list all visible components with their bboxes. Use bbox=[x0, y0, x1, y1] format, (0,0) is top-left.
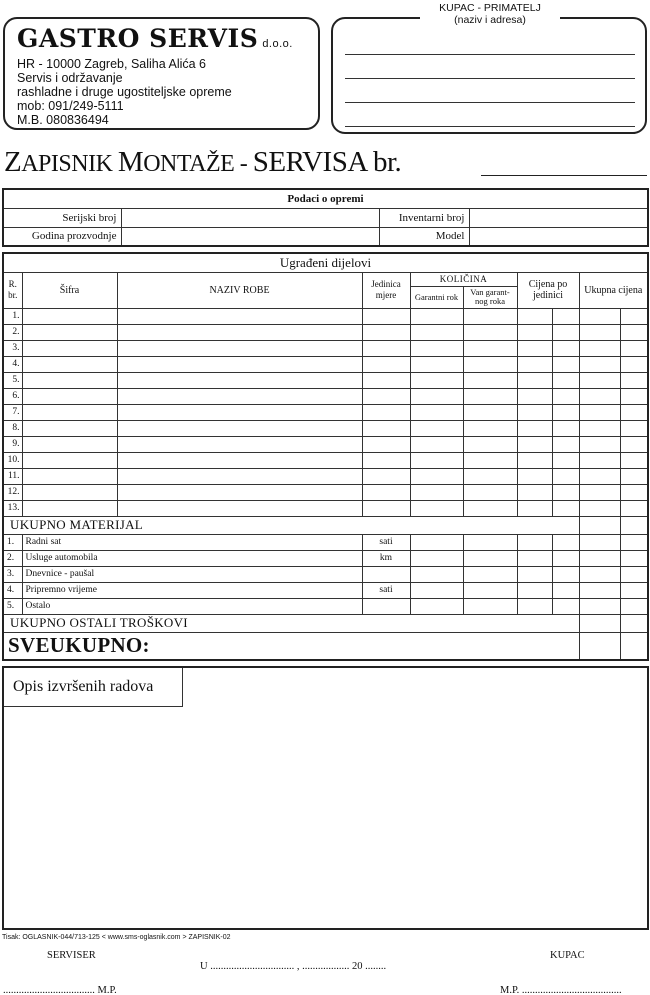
kupac-signature-line[interactable]: M.P. ...................................... bbox=[500, 985, 622, 995]
table-cell[interactable] bbox=[517, 404, 552, 420]
table-cell[interactable] bbox=[362, 372, 410, 388]
table-cell[interactable] bbox=[620, 468, 648, 484]
material-total-row bbox=[3, 516, 648, 534]
table-cell[interactable] bbox=[579, 356, 620, 372]
table-cell[interactable] bbox=[410, 388, 463, 404]
cost-unit bbox=[362, 598, 410, 614]
table-cell[interactable] bbox=[620, 598, 648, 614]
company-line2: Servis i održavanje bbox=[17, 71, 123, 85]
table-cell[interactable] bbox=[117, 404, 362, 420]
table-cell[interactable] bbox=[620, 340, 648, 356]
table-cell[interactable] bbox=[117, 420, 362, 436]
row-number: 2. bbox=[3, 324, 22, 340]
part-row bbox=[3, 484, 648, 500]
row-number: 8. bbox=[3, 420, 22, 436]
serial-field[interactable] bbox=[121, 208, 379, 227]
table-cell[interactable] bbox=[22, 372, 117, 388]
table-cell[interactable] bbox=[579, 324, 620, 340]
table-cell[interactable] bbox=[620, 356, 648, 372]
table-cell[interactable] bbox=[579, 340, 620, 356]
cost-row bbox=[3, 598, 648, 614]
table-cell[interactable] bbox=[362, 468, 410, 484]
part-row bbox=[3, 388, 648, 404]
cost-unit: sati bbox=[362, 582, 410, 598]
buyer-line[interactable] bbox=[345, 126, 635, 127]
table-cell[interactable] bbox=[22, 468, 117, 484]
part-row bbox=[3, 356, 648, 372]
parts-section-title: Ugrađeni dijelovi bbox=[3, 253, 648, 272]
table-cell[interactable] bbox=[410, 534, 463, 550]
table-cell[interactable] bbox=[463, 550, 517, 566]
serviser-label: SERVISER bbox=[47, 950, 96, 961]
table-cell[interactable] bbox=[620, 550, 648, 566]
table-cell[interactable] bbox=[463, 534, 517, 550]
col-header-qty-warranty: Garantni rok bbox=[410, 286, 463, 308]
company-line3: rashladne i druge ugostiteljske opreme bbox=[17, 85, 232, 99]
table-cell[interactable] bbox=[517, 484, 552, 500]
table-cell[interactable] bbox=[410, 340, 463, 356]
table-cell[interactable] bbox=[22, 420, 117, 436]
row-number: 3. bbox=[3, 340, 22, 356]
table-cell[interactable] bbox=[579, 468, 620, 484]
table-cell[interactable] bbox=[552, 566, 579, 582]
table-cell[interactable] bbox=[463, 340, 517, 356]
cost-row bbox=[3, 534, 648, 550]
grand-total-label: SVEUKUPNO: bbox=[3, 632, 579, 660]
year-field[interactable] bbox=[121, 227, 379, 246]
table-cell[interactable] bbox=[552, 404, 579, 420]
row-number: 5. bbox=[3, 372, 22, 388]
cost-unit: km bbox=[362, 550, 410, 566]
table-cell[interactable] bbox=[410, 356, 463, 372]
model-label: Model bbox=[379, 227, 469, 246]
table-cell[interactable] bbox=[579, 484, 620, 500]
table-cell[interactable] bbox=[517, 534, 552, 550]
equipment-table bbox=[2, 188, 649, 247]
table-cell[interactable] bbox=[552, 534, 579, 550]
parts-table bbox=[2, 252, 649, 661]
cost-row bbox=[3, 566, 648, 582]
table-cell[interactable] bbox=[552, 420, 579, 436]
table-cell[interactable] bbox=[517, 500, 552, 516]
work-description-label: Opis izvršenih radova bbox=[4, 668, 183, 707]
company-reg: M.B. 080836494 bbox=[17, 113, 109, 127]
table-cell[interactable] bbox=[579, 404, 620, 420]
table-cell[interactable] bbox=[410, 550, 463, 566]
table-cell[interactable] bbox=[552, 452, 579, 468]
table-cell[interactable] bbox=[517, 566, 552, 582]
table-cell[interactable] bbox=[579, 500, 620, 516]
part-row bbox=[3, 436, 648, 452]
table-cell[interactable] bbox=[579, 534, 620, 550]
cost-row bbox=[3, 582, 648, 598]
row-number: 9. bbox=[3, 436, 22, 452]
table-cell[interactable] bbox=[463, 452, 517, 468]
part-row bbox=[3, 340, 648, 356]
document-title: ZAPISNIK MONTAŽE - SERVISA br. bbox=[4, 146, 402, 178]
table-cell[interactable] bbox=[579, 452, 620, 468]
table-cell[interactable] bbox=[117, 484, 362, 500]
row-number: 13. bbox=[3, 500, 22, 516]
table-cell[interactable] bbox=[22, 436, 117, 452]
cost-number: 4. bbox=[3, 582, 22, 598]
table-cell[interactable] bbox=[517, 388, 552, 404]
part-row bbox=[3, 324, 648, 340]
table-cell[interactable] bbox=[463, 500, 517, 516]
table-cell[interactable] bbox=[410, 420, 463, 436]
table-cell[interactable] bbox=[517, 452, 552, 468]
table-cell[interactable] bbox=[579, 550, 620, 566]
serial-label: Serijski broj bbox=[3, 208, 121, 227]
cost-unit: sati bbox=[362, 534, 410, 550]
row-number: 12. bbox=[3, 484, 22, 500]
table-cell[interactable] bbox=[410, 372, 463, 388]
cost-number: 2. bbox=[3, 550, 22, 566]
table-cell[interactable] bbox=[552, 598, 579, 614]
table-cell[interactable] bbox=[620, 452, 648, 468]
table-cell[interactable] bbox=[552, 436, 579, 452]
cost-name: Pripremno vrijeme bbox=[22, 582, 362, 598]
work-description-box[interactable] bbox=[2, 666, 649, 930]
table-cell[interactable] bbox=[620, 582, 648, 598]
document-number-line[interactable] bbox=[481, 175, 647, 176]
table-cell[interactable] bbox=[552, 500, 579, 516]
cost-number: 1. bbox=[3, 534, 22, 550]
cost-name: Ostalo bbox=[22, 598, 362, 614]
table-cell[interactable] bbox=[362, 324, 410, 340]
table-cell[interactable] bbox=[463, 436, 517, 452]
table-cell[interactable] bbox=[410, 468, 463, 484]
table-cell[interactable] bbox=[579, 516, 620, 534]
table-cell[interactable] bbox=[463, 566, 517, 582]
table-cell[interactable] bbox=[620, 484, 648, 500]
table-cell[interactable] bbox=[579, 388, 620, 404]
table-cell[interactable] bbox=[463, 356, 517, 372]
table-cell[interactable] bbox=[517, 308, 552, 324]
table-cell[interactable] bbox=[463, 582, 517, 598]
table-cell[interactable] bbox=[117, 452, 362, 468]
table-cell[interactable] bbox=[620, 324, 648, 340]
table-cell[interactable] bbox=[517, 582, 552, 598]
table-cell[interactable] bbox=[517, 468, 552, 484]
col-header-unit-price: Cijena po jedinici bbox=[517, 272, 579, 308]
part-row bbox=[3, 308, 648, 324]
table-cell[interactable] bbox=[22, 324, 117, 340]
table-cell[interactable] bbox=[362, 452, 410, 468]
cost-name: Radni sat bbox=[22, 534, 362, 550]
other-costs-total-label: UKUPNO OSTALI TROŠKOVI bbox=[3, 614, 579, 632]
cost-number: 3. bbox=[3, 566, 22, 582]
print-info: Tisak: OGLASNIK-044/713-125 < www.sms-oglasnik.com > ZAPISNIK-02 bbox=[2, 934, 231, 941]
table-cell[interactable] bbox=[362, 356, 410, 372]
table-cell[interactable] bbox=[620, 404, 648, 420]
table-cell[interactable] bbox=[117, 324, 362, 340]
other-costs-total-row bbox=[3, 614, 648, 632]
table-cell[interactable] bbox=[552, 468, 579, 484]
table-cell[interactable] bbox=[620, 308, 648, 324]
grand-total-row bbox=[3, 632, 648, 660]
cost-number: 5. bbox=[3, 598, 22, 614]
table-cell[interactable] bbox=[552, 356, 579, 372]
table-cell[interactable] bbox=[620, 516, 648, 534]
table-cell[interactable] bbox=[362, 420, 410, 436]
table-cell[interactable] bbox=[620, 534, 648, 550]
table-cell[interactable] bbox=[117, 340, 362, 356]
table-cell[interactable] bbox=[410, 484, 463, 500]
inventory-label: Inventarni broj bbox=[379, 208, 469, 227]
row-number: 6. bbox=[3, 388, 22, 404]
table-cell[interactable] bbox=[362, 308, 410, 324]
table-cell[interactable] bbox=[410, 582, 463, 598]
table-cell[interactable] bbox=[362, 340, 410, 356]
table-cell[interactable] bbox=[22, 404, 117, 420]
table-cell[interactable] bbox=[579, 436, 620, 452]
cost-row bbox=[3, 550, 648, 566]
table-cell[interactable] bbox=[410, 566, 463, 582]
table-cell[interactable] bbox=[620, 566, 648, 582]
buyer-line[interactable] bbox=[345, 54, 635, 55]
table-cell[interactable] bbox=[579, 632, 620, 660]
table-cell[interactable] bbox=[22, 500, 117, 516]
row-number: 10. bbox=[3, 452, 22, 468]
table-cell[interactable] bbox=[22, 308, 117, 324]
table-cell[interactable] bbox=[410, 308, 463, 324]
table-cell[interactable] bbox=[552, 484, 579, 500]
col-header-qty: KOLIČINA bbox=[410, 272, 517, 286]
col-header-code: Šifra bbox=[22, 272, 117, 308]
table-cell[interactable] bbox=[362, 404, 410, 420]
table-cell[interactable] bbox=[410, 324, 463, 340]
part-row bbox=[3, 468, 648, 484]
year-label: Godina prozvodnje bbox=[3, 227, 121, 246]
table-cell[interactable] bbox=[552, 324, 579, 340]
part-row bbox=[3, 420, 648, 436]
table-cell[interactable] bbox=[517, 340, 552, 356]
table-cell[interactable] bbox=[463, 372, 517, 388]
row-number: 4. bbox=[3, 356, 22, 372]
table-cell[interactable] bbox=[410, 404, 463, 420]
part-row bbox=[3, 500, 648, 516]
table-cell[interactable] bbox=[517, 550, 552, 566]
table-cell[interactable] bbox=[362, 388, 410, 404]
company-suffix: d.o.o. bbox=[262, 38, 293, 50]
buyer-line[interactable] bbox=[345, 78, 635, 79]
table-cell[interactable] bbox=[117, 436, 362, 452]
table-cell[interactable] bbox=[552, 308, 579, 324]
company-phone: mob: 091/249-5111 bbox=[17, 99, 124, 113]
table-cell[interactable] bbox=[579, 582, 620, 598]
table-cell[interactable] bbox=[579, 598, 620, 614]
table-cell[interactable] bbox=[517, 356, 552, 372]
table-cell[interactable] bbox=[463, 388, 517, 404]
table-cell[interactable] bbox=[620, 632, 648, 660]
company-logo: GASTRO SERVIS d.o.o. bbox=[17, 24, 293, 53]
buyer-title: KUPAC - PRIMATELJ (naziv i adresa) bbox=[420, 2, 560, 26]
table-cell[interactable] bbox=[22, 340, 117, 356]
cost-name: Usluge automobila bbox=[22, 550, 362, 566]
table-cell[interactable] bbox=[552, 388, 579, 404]
table-cell[interactable] bbox=[22, 356, 117, 372]
table-cell[interactable] bbox=[579, 420, 620, 436]
table-cell[interactable] bbox=[410, 500, 463, 516]
table-cell[interactable] bbox=[552, 340, 579, 356]
cost-name: Dnevnice - paušal bbox=[22, 566, 362, 582]
table-cell[interactable] bbox=[117, 372, 362, 388]
row-number: 1. bbox=[3, 308, 22, 324]
table-cell[interactable] bbox=[463, 420, 517, 436]
table-cell[interactable] bbox=[552, 550, 579, 566]
table-cell[interactable] bbox=[620, 500, 648, 516]
table-cell[interactable] bbox=[22, 388, 117, 404]
table-cell[interactable] bbox=[517, 372, 552, 388]
equipment-header: Podaci o opremi bbox=[3, 189, 648, 208]
buyer-box bbox=[331, 17, 647, 134]
table-cell[interactable] bbox=[410, 452, 463, 468]
table-cell[interactable] bbox=[117, 388, 362, 404]
company-info-box bbox=[3, 17, 320, 130]
table-cell[interactable] bbox=[620, 420, 648, 436]
company-address: HR - 10000 Zagreb, Saliha Alića 6 bbox=[17, 57, 206, 71]
table-cell[interactable] bbox=[552, 372, 579, 388]
table-cell[interactable] bbox=[579, 566, 620, 582]
row-number: 7. bbox=[3, 404, 22, 420]
cost-unit bbox=[362, 566, 410, 582]
table-cell[interactable] bbox=[463, 308, 517, 324]
company-details bbox=[17, 57, 232, 127]
serviser-signature-line[interactable]: ................................... M.P. bbox=[3, 985, 117, 995]
table-cell[interactable] bbox=[410, 598, 463, 614]
table-cell[interactable] bbox=[579, 372, 620, 388]
table-cell[interactable] bbox=[517, 420, 552, 436]
col-header-total: Ukupna cijena bbox=[579, 272, 648, 308]
table-cell[interactable] bbox=[579, 614, 620, 632]
table-cell[interactable] bbox=[517, 324, 552, 340]
table-cell[interactable] bbox=[620, 436, 648, 452]
table-cell[interactable] bbox=[410, 436, 463, 452]
table-cell[interactable] bbox=[620, 388, 648, 404]
table-cell[interactable] bbox=[552, 582, 579, 598]
table-cell[interactable] bbox=[117, 308, 362, 324]
table-cell[interactable] bbox=[463, 598, 517, 614]
table-cell[interactable] bbox=[579, 308, 620, 324]
part-row bbox=[3, 452, 648, 468]
buyer-line[interactable] bbox=[345, 102, 635, 103]
table-cell[interactable] bbox=[117, 468, 362, 484]
table-cell[interactable] bbox=[117, 500, 362, 516]
part-row bbox=[3, 404, 648, 420]
buyer-subtitle: (naziv i adresa) bbox=[454, 14, 526, 26]
kupac-label: KUPAC bbox=[550, 950, 585, 961]
table-cell[interactable] bbox=[517, 598, 552, 614]
table-cell[interactable] bbox=[517, 436, 552, 452]
table-cell[interactable] bbox=[22, 484, 117, 500]
table-cell[interactable] bbox=[620, 372, 648, 388]
inventory-field[interactable] bbox=[469, 208, 648, 227]
col-header-unit: Jedinica mjere bbox=[362, 272, 410, 308]
table-cell[interactable] bbox=[463, 404, 517, 420]
material-total-label: UKUPNO MATERIJAL bbox=[3, 516, 579, 534]
table-cell[interactable] bbox=[117, 356, 362, 372]
part-row bbox=[3, 372, 648, 388]
model-field[interactable] bbox=[469, 227, 648, 246]
col-header-name: NAZIV ROBE bbox=[117, 272, 362, 308]
table-cell[interactable] bbox=[463, 468, 517, 484]
table-cell[interactable] bbox=[362, 484, 410, 500]
table-cell[interactable] bbox=[463, 324, 517, 340]
table-cell[interactable] bbox=[362, 500, 410, 516]
table-cell[interactable] bbox=[463, 484, 517, 500]
table-cell[interactable] bbox=[620, 614, 648, 632]
place-date-line[interactable]: U ................................ , .................. 20 ........ bbox=[200, 961, 387, 972]
table-cell[interactable] bbox=[22, 452, 117, 468]
col-header-rbr: R. br. bbox=[3, 272, 22, 308]
row-number: 11. bbox=[3, 468, 22, 484]
col-header-qty-nonwarranty: Van garant- nog roka bbox=[463, 286, 517, 308]
table-cell[interactable] bbox=[362, 436, 410, 452]
